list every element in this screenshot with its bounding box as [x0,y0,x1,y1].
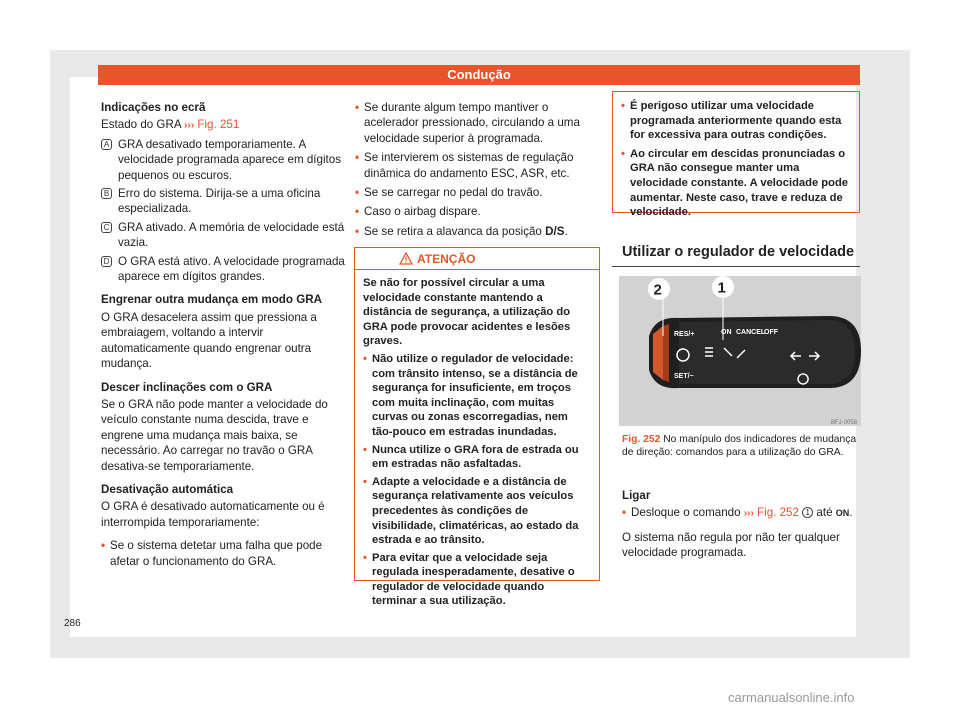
heading-ligar: Ligar [622,489,651,502]
para-engrenar: O GRA desacelera assim que pressiona a embraiagem, voltando a intervir automaticamente quando engrenar outra mudança. [101,310,317,371]
ligar-section [622,488,860,561]
warning-intro: Se não for possível circular a uma velocidade constante mantendo a distância de segurança, a utilização do GRA pode provocar acidentes e lesões graves. [363,277,571,348]
warning-bullet: • Não utilize o regulador de velocidade: com trânsito intenso, se a distância de segurança for insuficiente, em troços com muita inclinação, com muitas curvas ou zonas escorregadias, nem tão-pouco em estradas inundadas. [363,352,591,440]
warning-header [355,248,599,270]
ref-arrow-icon: ››› [743,508,754,520]
item-text: GRA ativado. A memória de velocidade está vazia. [118,220,345,250]
bullet-item: • Se durante algum tempo mantiver o acelerador pressionado, circulando a uma velocidade superior à programada. [355,100,603,146]
letter-a-badge: A [101,139,112,150]
danger-box [612,91,860,219]
ligar-bullet [622,505,860,521]
ref-arrow-icon: ››› [184,120,195,132]
off-label: OFF [764,329,778,336]
bullet-item: • Se o sistema detetar uma falha que pode afetar o funcionamento do GRA. [101,538,347,569]
item-text: GRA desativado temporariamente. A velocidade programada aparece em dígitos pequenos ou escuros. [118,137,341,182]
stalk-illustration [619,276,861,426]
bullet-item: • Caso o airbag dispare. [355,204,603,219]
watermark: carmanualsonline.info [728,690,855,705]
para-desativacao: O GRA é desativado automaticamente ou é interrompida temporariamente: [101,500,325,529]
warning-bullet: • Nunca utilize o GRA fora de estrada ou em estradas não asfaltadas. [363,443,591,472]
warning-title: ATENÇÃO [417,252,476,266]
callout-1-label: 1 [717,279,726,297]
estado-line [101,117,347,133]
caption-label: Fig. 252 [622,434,661,445]
list-item [101,254,347,285]
warning-bullet: • Adapte a velocidade e a distância de segurança relativamente aos veículos precedentes às condições de visibilidade, climatéricas, ao estado da estrada e ao trânsito. [363,475,591,548]
gear-code: D/S [545,224,565,238]
cancel-label: CANCEL [736,329,766,336]
callout-2-label: 2 [653,281,662,299]
ligar-text: Desloque o comando [631,506,741,520]
figure-code: BFJ-0058 [830,420,857,426]
ligar-mid-text: até [816,506,833,520]
column-middle [355,100,603,239]
danger-bullet: • Ao circular em descidas pronunciadas o GRA não consegue manter uma velocidade constante. A velocidade pode aumentar. Neste caso, trave e reduza de velocidade. [621,147,851,220]
section-divider [612,266,860,267]
bullet-item [355,224,603,239]
para-sistema: O sistema não regula por não ter qualquer velocidade programada. [622,530,840,560]
heading-indicacoes: Indicações no ecrã [101,101,206,114]
bullet-item: • Se intervierem os sistemas de regulação dinâmica do andamento ESC, ASR, etc. [355,150,603,181]
warning-triangle-icon [399,252,413,265]
on-position-label: ON [835,508,850,519]
heading-descer: Descer inclinações com o GRA [101,380,273,394]
callout-1-badge: 1 [802,507,813,518]
warning-body [355,270,599,609]
heading-desativacao: Desativação automática [101,482,234,496]
res-label: RES/+ [674,331,695,338]
column-left [101,100,347,569]
figure-252 [619,276,861,426]
list-item [101,137,347,183]
figure-caption [622,434,860,459]
ligar-suffix: . [849,506,853,520]
fig-link-251[interactable]: Fig. 251 [197,118,240,132]
list-item [101,186,347,217]
warning-box [354,247,600,608]
bullet-suffix: . [564,224,568,238]
list-item [101,220,347,251]
set-label: SET/− [674,373,694,380]
caption-text: No manípulo dos indicadores de mudança de direção: comandos para a utilização do GRA. [622,434,857,458]
letter-c-badge: C [101,222,112,233]
section-title: Utilizar o regulador de velocidade [622,244,855,260]
letter-d-badge: D [101,256,112,267]
page-header: Condução [98,65,860,85]
heading-engrenar: Engrenar outra mudança em modo GRA [101,293,322,307]
letter-b-badge: B [101,188,112,199]
warning-bullet: • Para evitar que a velocidade seja regulada inesperadamente, desative o regulador de velocidade quando terminar a sua utilização. [363,551,591,609]
on-label: ON [721,329,732,336]
page-number: 286 [64,618,81,629]
bullet-text: Se se retira a alavanca da posição [364,224,542,238]
para-descer: Se o GRA não pode manter a velocidade do veículo constante numa descida, trave e engrene uma mudança mais baixa, se necessário. Ao carregar no travão o GRA desativa-se temporariamente. [101,397,328,473]
item-text: O GRA está ativo. A velocidade programada aparece em dígitos grandes. [118,254,345,284]
item-text: Erro do sistema. Dirija-se a uma oficina especializada. [118,187,321,216]
estado-text: Estado do GRA [101,118,181,132]
danger-bullet: • É perigoso utilizar uma velocidade programada anteriormente quando esta for excessiva para outras condições. [621,99,851,143]
fig-link-252[interactable]: Fig. 252 [757,506,799,520]
bullet-item: • Se se carregar no pedal do travão. [355,185,603,200]
